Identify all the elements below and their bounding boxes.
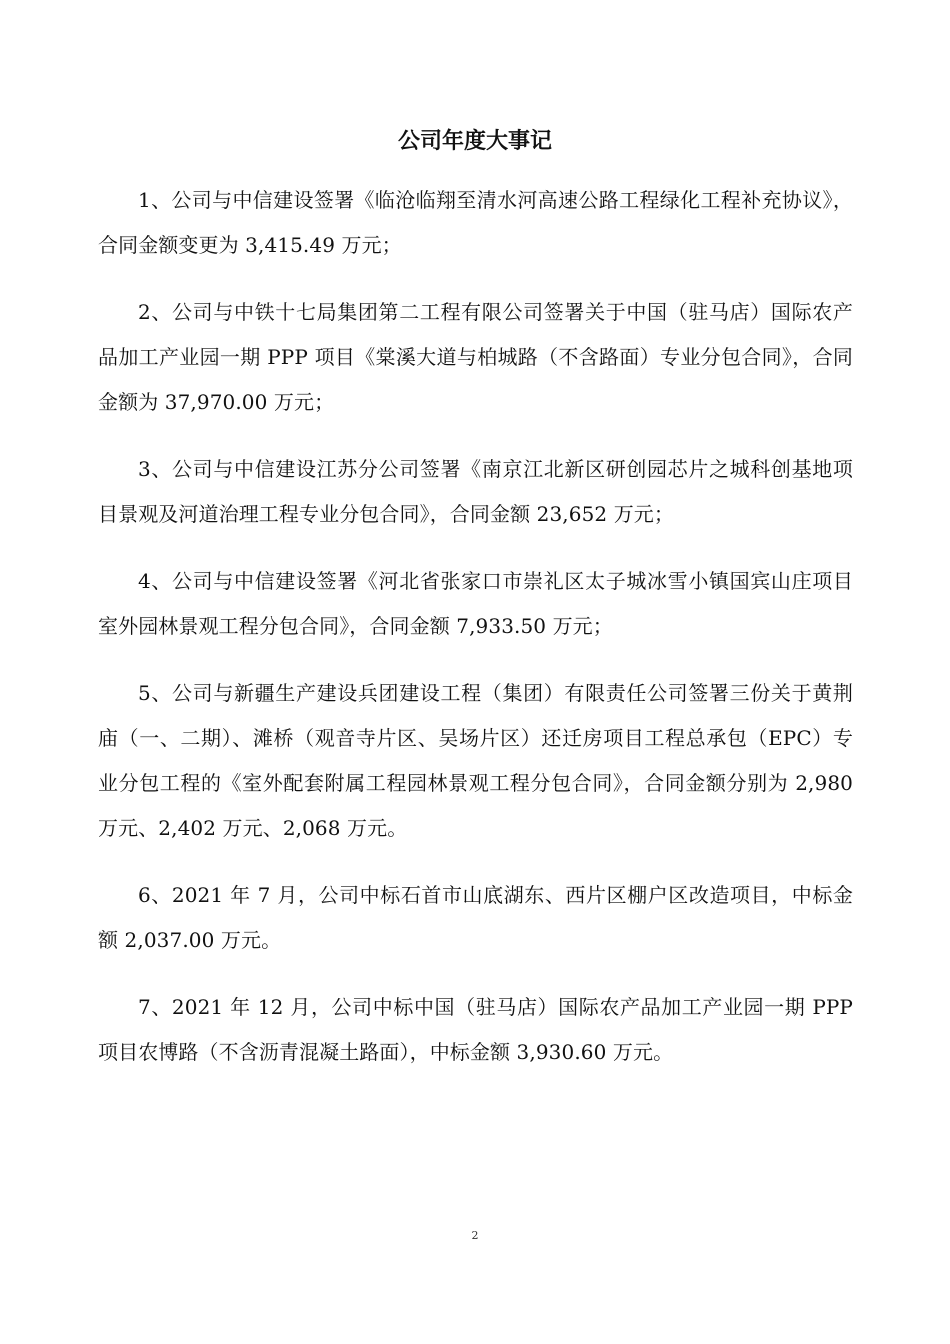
event-item-5: 5、公司与新疆生产建设兵团建设工程（集团）有限责任公司签署三份关于黄荆庙（一、二期）、滩桥（观音寺片区、吴场片区）还迁房项目工程总承包（EPC）专业分包工程的《室外配套附属工程园林景观工程分包合同》，合同金额分别为 2,980 万元、2,402 万元、2,068 万元。 (98, 681, 853, 840)
event-item-3: 3、公司与中信建设江苏分公司签署《南京江北新区研创园芯片之城科创基地项目景观及河道治理工程专业分包合同》，合同金额 23,652 万元； (98, 457, 853, 526)
event-item-6: 6、2021 年 7 月，公司中标石首市山底湖东、西片区棚户区改造项目，中标金额 2,037.00 万元。 (98, 883, 853, 952)
event-list (98, 178, 853, 1097)
event-item-1: 1、公司与中信建设签署《临沧临翔至清水河高速公路工程绿化工程补充协议》，合同金额变更为 3,415.49 万元； (98, 188, 853, 257)
event-item-4: 4、公司与中信建设签署《河北省张家口市崇礼区太子城冰雪小镇国宾山庄项目室外园林景观工程分包合同》，合同金额 7,933.50 万元； (98, 569, 853, 638)
page-number: 2 (471, 1229, 479, 1242)
event-item-7: 7、2021 年 12 月，公司中标中国（驻马店）国际农产品加工产业园一期 PPP 项目农博路（不含沥青混凝土路面），中标金额 3,930.60 万元。 (98, 995, 853, 1064)
event-item-2: 2、公司与中铁十七局集团第二工程有限公司签署关于中国（驻马店）国际农产品加工产业园一期 PPP 项目《棠溪大道与柏城路（不含路面）专业分包合同》，合同金额为 37,970.00 万元； (98, 300, 853, 414)
page-title: 公司年度大事记 (397, 129, 552, 154)
